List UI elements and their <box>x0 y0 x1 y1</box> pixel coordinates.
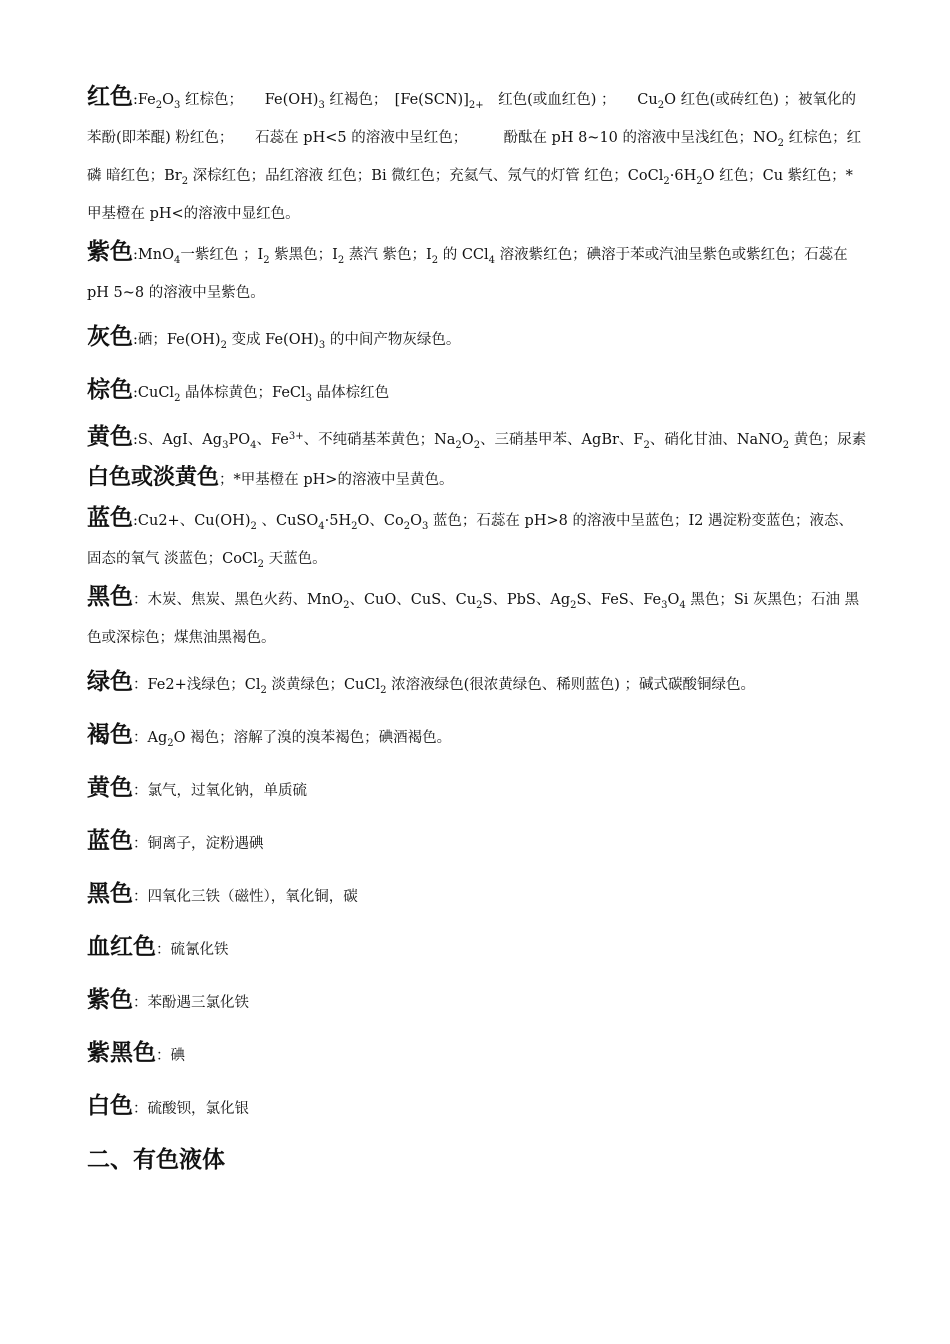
entry-heading: 褐色 <box>87 722 133 748</box>
entry-heading: 黄色 <box>87 775 133 801</box>
entry-blue-2: 蓝色：铜离子，淀粉遇碘 <box>87 828 264 854</box>
entry-heading: 黄色 <box>87 424 133 450</box>
entry-purple-2: 紫色：苯酚遇三氯化铁 <box>87 987 249 1013</box>
section-title: 二、有色液体 <box>87 1147 225 1173</box>
entry-purple: 紫色:MnO$_4$一紫红色 ；$I_2$ 紫黑色；$I_2$ 蒸汽 紫色；$I_2$ 的 CCl$_4$ 溶液紫红色；碘溶于苯或汽油呈紫色或紫红色；石蕊在 pH 5~8 的溶液中呈紫色。 <box>87 239 848 301</box>
entry-dark-brown: 褐色：$Ag_2O$ 褐色；溶解了溴的溴苯褐色；碘酒褐色。 <box>87 722 452 749</box>
entry-black: 黑色：木炭、焦炭、黑色火药、MnO$_2$、CuO、CuS、$Cu_2S$、PbS、$Ag_2S$、FeS、$Fe_3O_4$ 黑色；Si 灰黑色；石油 黑色或深棕色；煤焦油黑褐色。 <box>87 584 860 646</box>
entry-heading: 蓝色 <box>87 828 133 854</box>
entry-heading: 紫色 <box>87 987 133 1013</box>
entry-heading: 棕色 <box>87 377 133 403</box>
entry-heading: 蓝色 <box>87 505 133 531</box>
entry-blood-red: 血红色：硫氰化铁 <box>87 934 229 960</box>
entry-black-2: 黑色：四氧化三铁（磁性），氧化铜，碳 <box>87 881 358 907</box>
entry-heading: 黑色 <box>87 881 133 907</box>
entry-heading: 黑色 <box>87 584 133 610</box>
document-page <box>87 78 867 1182</box>
entry-heading: 血红色 <box>87 934 156 960</box>
entry-purple-black: 紫黑色：碘 <box>87 1040 185 1066</box>
entry-heading: 紫黑色 <box>87 1040 156 1066</box>
entry-brown: 棕色:CuCl$_2$ 晶体棕黄色；FeCl$_3$ 晶体棕红色 <box>87 377 390 404</box>
entry-green: 绿色：Fe2+浅绿色；$Cl_2$ 淡黄绿色；CuCl$_2$ 浓溶液绿色(很浓黄绿色、稀则蓝色) ；碱式碳酸铜绿色。 <box>87 669 756 696</box>
entry-blue: 蓝色:Cu2+、$Cu(OH)_2$ 、$CuSO_4\cdot 5H_2O$、$Co_2O_3$ 蓝色；石蕊在 pH>8 的溶液中呈蓝色；I2 遇淀粉变蓝色；液态、固态的氧气 淡蓝色；CoCl$_2$ 天蓝色。 <box>87 505 854 570</box>
entry-yellow: 黄色:S、AgI、$Ag_3PO_4$、$Fe^{3+}$、不纯硝基苯黄色；$Na_2O_2$、三硝基甲苯、AgBr、$F_2$、硝化甘油、NaNO$_2$ 黄色；尿素白色或淡黄色；*甲基橙在 pH>的溶液中呈黄色。 <box>87 424 867 490</box>
entry-heading: 白色 <box>87 1093 133 1119</box>
entry-heading: 绿色 <box>87 669 133 695</box>
entry-white: 白色：硫酸钡，氯化银 <box>87 1093 249 1119</box>
inline-heading: 白色或淡黄色 <box>87 465 220 490</box>
entry-heading: 红色 <box>87 84 133 110</box>
entry-heading: 灰色 <box>87 324 133 350</box>
entry-heading: 紫色 <box>87 239 133 265</box>
entry-red: 红色$:Fe_2O_3$ 红棕色； $Fe(OH)_3$ 红褐色； $[Fe(SCN)]_{2+}$ 红色(或血红色) ； $Cu_2O$ 红色(或砖红色) ；被氧化的苯酚(即苯醌) 粉红色； 石蕊在 pH<5 的溶液中呈红色； 酚酞在 pH 8~10 的溶液中呈浅红色；$NO_2$ 红棕色；红磷 暗红色；$Br_2$ 深棕红色；品红溶液 红色；Bi 微红色；充氦气、氖气的灯管 红色；$CoCl_2\cdot 6H_2O$ 红色；Cu 紫红色；*甲基橙在 pH<的溶液中显红色。 <box>87 84 862 222</box>
entry-yellow-2: 黄色：氯气，过氧化钠，单质硫 <box>87 775 307 801</box>
entry-gray: 灰色:硒；$Fe(OH)_2$ 变成 $Fe(OH)_3$ 的中间产物灰绿色。 <box>87 324 461 351</box>
